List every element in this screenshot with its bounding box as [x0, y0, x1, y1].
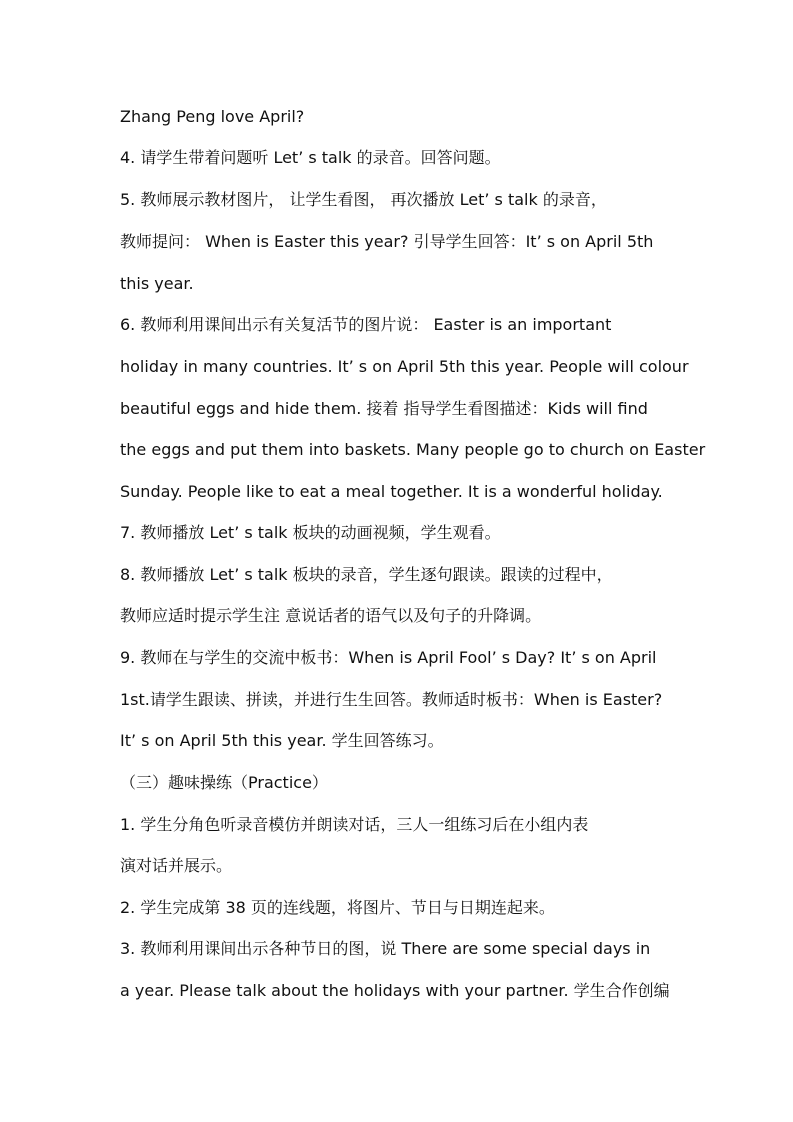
text-line: a year. Please talk about the holidays with your partner. 学生合作创编: [120, 981, 670, 1000]
text-line: Sunday. People like to eat a meal together. It is a wonderful holiday.: [120, 482, 663, 501]
text-line: 1st.请学生跟读、拼读，并进行生生回答。教师适时板书：When is Easter?: [120, 690, 663, 709]
text-line: 5. 教师展示教材图片， 让学生看图， 再次播放 Let’ s talk 的录音，: [120, 190, 607, 209]
text-line: 2. 学生完成第 38 页的连线题，将图片、节日与日期连起来。: [120, 898, 555, 917]
section-heading: （三）趣味操练（Practice）: [120, 773, 328, 792]
text-line: 8. 教师播放 Let’ s talk 板块的录音，学生逐句跟读。跟读的过程中，: [120, 565, 613, 584]
text-line: It’ s on April 5th this year. 学生回答练习。: [120, 731, 444, 750]
text-line: this year.: [120, 274, 194, 293]
text-line: 3. 教师利用课间出示各种节日的图，说 There are some special days in: [120, 939, 651, 958]
text-line: 7. 教师播放 Let’ s talk 板块的动画视频，学生观看。: [120, 523, 501, 542]
text-line: 1. 学生分角色听录音模仿并朗读对话，三人一组练习后在小组内表: [120, 815, 589, 834]
text-line: 9. 教师在与学生的交流中板书：When is April Fool’ s Day? It’ s on April: [120, 648, 657, 667]
text-line: holiday in many countries. It’ s on April 5th this year. People will colour: [120, 357, 689, 376]
text-line: 教师应适时提示学生注 意说话者的语气以及句子的升降调。: [120, 606, 542, 625]
text-line: 4. 请学生带着问题听 Let’ s talk 的录音。回答问题。: [120, 148, 501, 167]
text-line: 6. 教师利用课间出示有关复活节的图片说： Easter is an important: [120, 315, 612, 334]
text-line: 教师提问： When is Easter this year? 引导学生回答：It’ s on April 5th: [120, 232, 654, 251]
text-line: the eggs and put them into baskets. Many people go to church on Easter: [120, 440, 706, 459]
text-line: Zhang Peng love April?: [120, 107, 305, 126]
text-line: 演对话并展示。: [120, 856, 233, 875]
text-line: beautiful eggs and hide them. 接着 指导学生看图描述：Kids will find: [120, 399, 648, 418]
